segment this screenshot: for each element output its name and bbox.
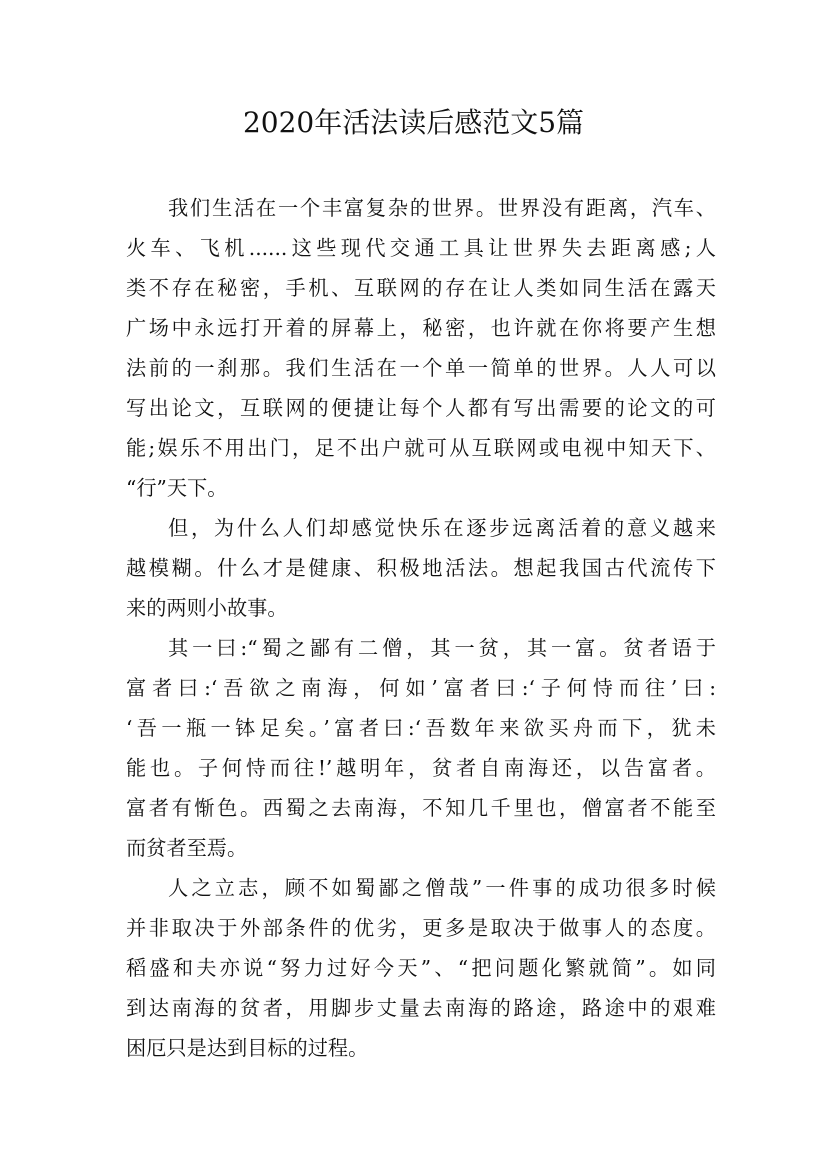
paragraph-line: 富者曰:‘吾欲之南海，何如’富者曰:‘子何恃而往’曰: <box>126 676 716 700</box>
paragraph-line: “行”天下。 <box>126 476 228 500</box>
document-title: 2020年活法读后感范文5篇 <box>242 106 585 139</box>
paragraph-line: 人之立志，顾不如蜀鄙之僧哉”一件事的成功很多时候 <box>168 876 716 900</box>
paragraph-1 <box>126 188 716 508</box>
paragraph-3 <box>126 628 716 868</box>
paragraph-line: 广场中永远打开着的屏幕上，秘密，也许就在你将要产生想 <box>126 316 716 340</box>
paragraph-2 <box>126 508 716 628</box>
paragraph-line: 稻盛和夫亦说“努力过好今天”、“把问题化繁就简”。如同 <box>126 956 716 980</box>
paragraph-line: 并非取决于外部条件的优劣，更多是取决于做事人的态度。 <box>126 916 716 940</box>
paragraph-line: 越模糊。什么才是健康、积极地活法。想起我国古代流传下 <box>126 556 716 580</box>
paragraph-line: 能;娱乐不用出门，足不出户就可从互联网或电视中知天下、 <box>126 436 716 460</box>
paragraph-line: 富者有惭色。西蜀之去南海，不知几千里也，僧富者不能至 <box>126 796 716 820</box>
paragraph-line: 我们生活在一个丰富复杂的世界。世界没有距离，汽车、 <box>168 196 716 220</box>
paragraph-line: 来的两则小故事。 <box>126 596 288 620</box>
paragraph-line: 写出论文，互联网的便捷让每个人都有写出需要的论文的可 <box>126 396 716 420</box>
paragraph-4 <box>126 868 716 1068</box>
paragraph-line: 类不存在秘密，手机、互联网的存在让人类如同生活在露天 <box>126 276 716 300</box>
paragraph-line: 而贫者至焉。 <box>126 836 248 860</box>
paragraph-line: 其一曰:“蜀之鄙有二僧，其一贫，其一富。贫者语于 <box>168 636 716 660</box>
paragraph-line: 到达南海的贫者，用脚步丈量去南海的路途，路途中的艰难 <box>126 996 716 1020</box>
document-body <box>126 188 716 1068</box>
paragraph-line: ‘吾一瓶一钵足矣。’富者曰:‘吾数年来欲买舟而下，犹未 <box>126 716 716 740</box>
paragraph-line: 但，为什么人们却感觉快乐在逐步远离活着的意义越来 <box>168 516 716 540</box>
paragraph-line: 困厄只是达到目标的过程。 <box>126 1036 369 1060</box>
paragraph-line: 法前的一刹那。我们生活在一个单一简单的世界。人人可以 <box>126 356 716 380</box>
paragraph-line: 火车、飞机......这些现代交通工具让世界失去距离感;人 <box>126 236 716 260</box>
paragraph-line: 能也。子何恃而往!’越明年，贫者自南海还，以告富者。 <box>126 756 716 780</box>
